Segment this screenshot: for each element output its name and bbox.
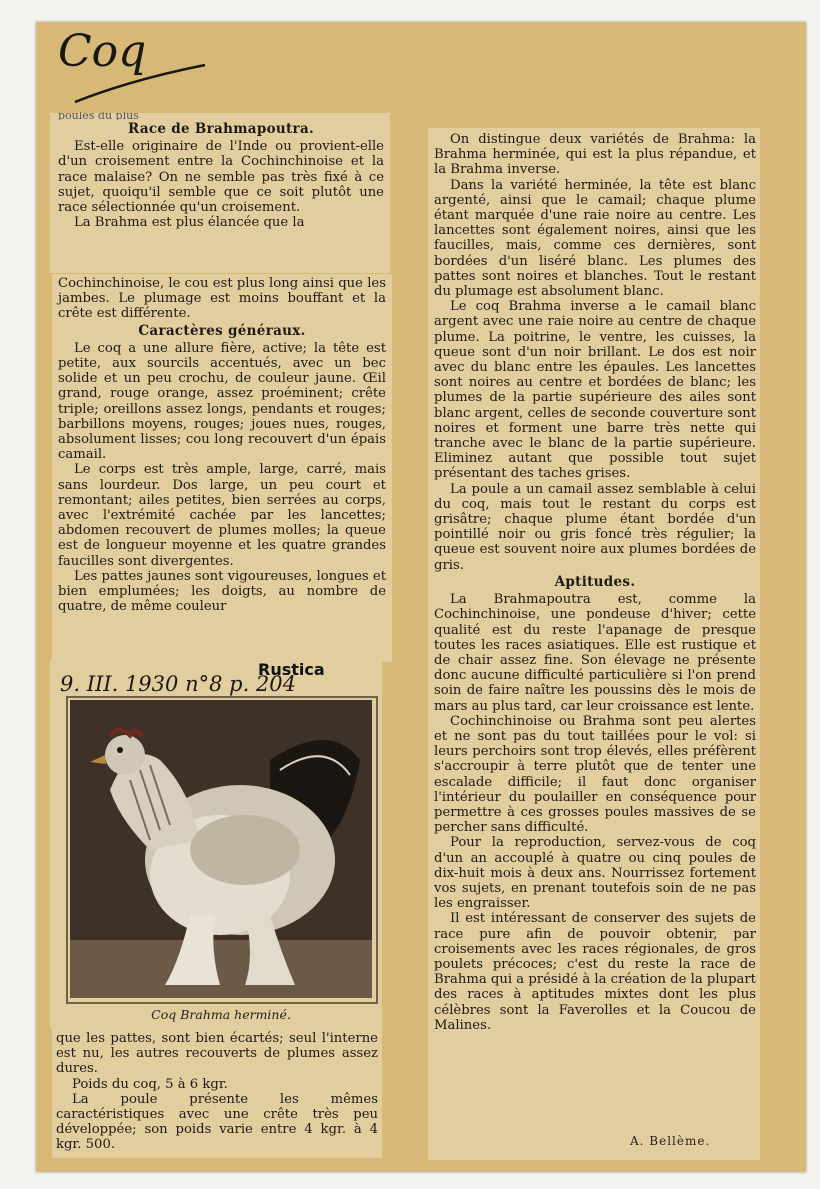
heading-caracteres: Caractères généraux. xyxy=(138,322,306,339)
paragraph: La poule a un camail assez semblable à celui du coq, mais tout le restant du corps est grisâtre; chaque plume étant bordée d'un pointillé noir ou gris foncé très régulier; la queue est souvent noire aux plumes bordées de gris. xyxy=(434,481,756,573)
handwritten-reference: 9. III. 1930 n°8 p. 204 xyxy=(60,672,297,696)
paragraph: Les pattes jaunes sont vigoureuses, longues et bien emplumées; les doigts, au nombre de quatre, de même couleur xyxy=(58,568,386,615)
author-signature: A. Bellème. xyxy=(630,1134,711,1148)
paragraph: La poule présente les mêmes caractéristiques avec une crête très peu développée; son poids varie entre 4 kgr. à 4 kgr. 500. xyxy=(56,1091,378,1153)
paragraph: La Brahmapoutra est, comme la Cochinchinoise, une pondeuse d'hiver; cette qualité est du reste l'apanage de presque toutes les races asiatiques. Elle est rustique et de chair assez fine. Son élevage ne présente donc aucune difficulté particulière si l'on prend soin de faire naître les poussins dès le mois de mars au plus tard, car leur croissance est lente. xyxy=(434,592,756,714)
title-underline xyxy=(70,60,210,110)
heading-aptitudes: Aptitudes. xyxy=(554,573,636,590)
paragraph: Dans la variété herminée, la tête est blanc argenté, ainsi que le camail; chaque plume étant marquée d'une raie noire au centre. Les lancettes sont également noires, ainsi que les faucilles, mais, comme ces dernières, sont bordées d'un liséré blanc. Les plumes des pattes sont noires et blanches. Tout le restant du plumage est absolument blanc. xyxy=(434,177,756,300)
paragraph: Cochinchinoise ou Brahma sont peu alertes et ne sont pas du tout taillées pour le vol: si leurs perchoirs sont trop élevés, elles préfèrent s'accroupir à terre plutôt que de tenter une escalade difficile; il faut donc organiser l'intérieur du poulailler en conséquence pour permettre à ces grosses poules massives de se percher sans difficulté. xyxy=(434,713,756,836)
paragraph: Le coq a une allure fière, active; la tête est petite, aux sourcils accentués, avec un bec solide et un peu crochu, de couleur jaune. Œil grand, rouge orange, assez proéminent; crête triple; oreillons assez longs, pendants et rouges; barbillons moyens, rouges; joues nues, rouges, absolument lisses; cou long recouvert d'un épais camail. xyxy=(58,340,386,463)
paragraph-lead: Cochinchinoise, le cou est plus long ainsi que les jambes. Le plumage est moins bouffant et la crête est différente. xyxy=(58,276,386,322)
cut-fragment: poules du plus xyxy=(58,112,139,120)
left-bottom-text xyxy=(56,1031,378,1153)
left-middle-text xyxy=(58,276,386,614)
photo-caption: Coq Brahma herminé. xyxy=(151,1007,291,1022)
left-top-text xyxy=(58,112,384,230)
paragraph: Le coq Brahma inverse a le camail blanc argent avec une raie noire au centre de chaque plume. La poitrine, le ventre, les cuisses, la queue sont d'un noir brillant. Le dos est noir avec du blanc entre les épaules. Les lancettes sont noires au centre et bordées de blanc; les plumes de la partie supérieure des ailes sont blanc argent, celles de seconde couverture sont noires et forment une barre très nette qui tranche avec le blanc de la partie supérieure. Eliminez autant que possible tout sujet présentant des taches grises. xyxy=(434,299,756,482)
paragraph: On distingue deux variétés de Brahma: la Brahma herminée, qui est la plus répandue, et la Brahma inverse. xyxy=(434,132,756,178)
photo-border xyxy=(66,696,378,1004)
rustica-masthead: Rustica xyxy=(258,660,325,679)
handwritten-title: Coq xyxy=(58,26,147,77)
right-column-text xyxy=(434,132,756,1033)
paragraph: Le corps est très ample, large, carré, mais sans lourdeur. Dos large, un peu court et remontant; ailes petites, bien serrées au corps, avec l'extrémité cachée par les lancettes; abdomen recouvert de plumes molles; la queue est de longueur moyenne et les quatre grandes faucilles sont divergentes. xyxy=(58,462,386,569)
paragraph: que les pattes, sont bien écartés; seul l'interne est nu, les autres recouverts de plumes assez dures. xyxy=(56,1031,378,1077)
paragraph: Pour la reproduction, servez-vous de coq d'un an accouplé à quatre ou cinq poules de dix-huit mois à deux ans. Nourrissez fortement vos sujets, en prenant toutefois soin de ne pas les engraisser. xyxy=(434,835,756,912)
paragraph: Il est intéressant de conserver des sujets de race pure afin de pouvoir obtenir, par croisements avec les races régionales, de gros poulets précoces; c'est du reste la race de Brahma qui a présidé à la création de la plupart des races à aptitudes mixtes dont les plus célèbres sont la Faverolles et la Coucou de Malines. xyxy=(434,911,756,1033)
paragraph: La Brahma est plus élancée que la xyxy=(74,215,305,231)
heading-race: Race de Brahmapoutra. xyxy=(128,121,314,137)
paragraph: Est-elle originaire de l'Inde ou provient-elle d'un croisement entre la Cochinchinoise et la race malaise? On ne semble pas très fixé à ce sujet, quoiqu'il semble que ce soit plutôt une race sélectionnée qu'un croisement. xyxy=(58,139,384,216)
paragraph: Poids du coq, 5 à 6 kgr. xyxy=(72,1076,228,1092)
